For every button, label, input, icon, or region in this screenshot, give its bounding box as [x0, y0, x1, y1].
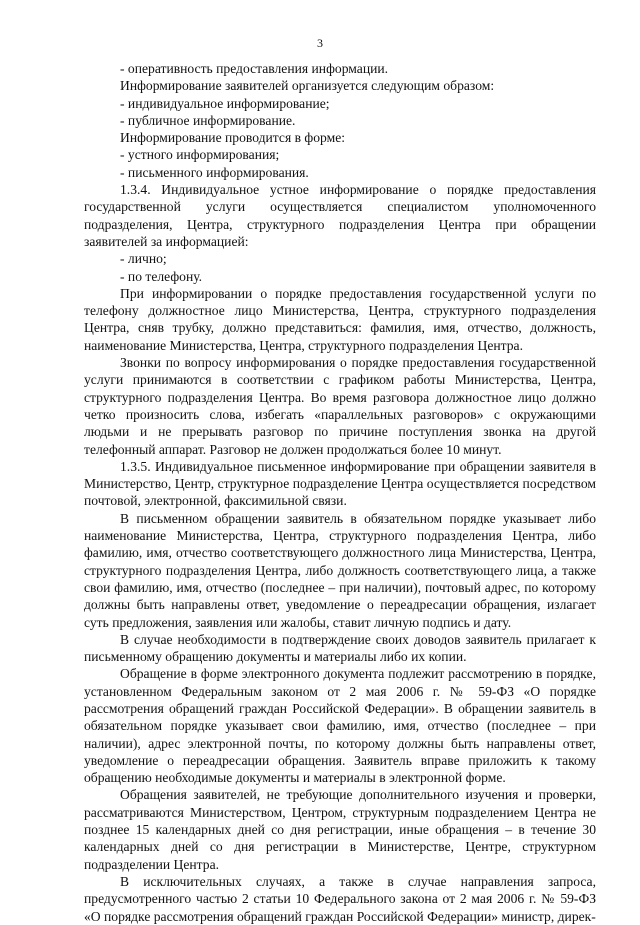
- paragraph: При информировании о порядке предоставления государственной услуги по телефону должностное лицо Министерства, Центра, структурного подразделения Центра, сняв трубку, должно представиться: фамилия, имя, отчество, должность, наименование Министерства, Центра, структурного подразделения Центра.: [84, 285, 596, 353]
- paragraph: В письменном обращении заявитель в обязательном порядке указывает либо наименование Министерства, Центра, структурного подразделения Центра, либо фамилию, имя, отчество соответствующего должностного лица Министерства, Центра, структурного подразделения Центра, либо должность соответствующего лица, а также свои фамилию, имя, отчество (последнее – при наличии), почтовый адрес, по которому должны быть направлены ответ, уведомление о переадресации обращения, излагает суть предложения, заявления или жалобы, ставит личную подпись и дату.: [84, 510, 596, 630]
- paragraph: Звонки по вопросу информирования о порядке предоставления государственной услуги принимаются в соответствии с графиком работы Министерства, Центра, структурного подразделения Центра. Во время разговора должностное лицо должно четко произносить слова, избегать «параллельных разговоров» с окружающими людьми и не прерывать разговор по причине поступления звонка на другой телефонный аппарат. Разговор не должен продолжаться более 10 минут.: [84, 355, 596, 457]
- page-number: 3: [317, 36, 323, 50]
- paragraph-1-3-5: 1.3.5. Индивидуальное письменное информирование при обращении заявителя в Министерство, Центр, структурное подразделение Центра осуществляется посредством почтовой, электронной, факсимильной связи.: [84, 458, 596, 509]
- paragraph: В исключительных случаях, а также в случае направления запроса, предусмотренного частью 2 статьи 10 Федерального закона от 2 мая 2006 г. № 59-ФЗ «О порядке рассмотрения обращений граждан Российской Федерации» министр, дирек-: [84, 873, 596, 924]
- list-item: - оперативность предоставления информации.: [120, 61, 389, 76]
- list-item: - публичное информирование.: [120, 112, 296, 128]
- list-item: - индивидуальное информирование;: [120, 95, 330, 111]
- paragraph: Обращения заявителей, не требующие дополнительного изучения и проверки, рассматриваются Министерством, Центром, структурным подразделением Центра не позднее 15 календарных дней со дня регистрации, иные обращения – в течение 30 календарных дней со дня регистрации в Министерстве, Центре, структурном подразделении Центра.: [84, 787, 596, 872]
- document-body: [84, 60, 596, 925]
- list-item: - лично;: [120, 251, 167, 267]
- paragraph: Обращение в форме электронного документа подлежит рассмотрению в порядке, установленном Федеральным законом от 2 мая 2006 г. № 59-ФЗ «О порядке рассмотрения обращений граждан Российской Федерации». В обращении заявитель в обязательном порядке указывает свои фамилию, имя, отчество (последнее – при наличии), адрес электронной почты, по которому должны быть направлены ответ, уведомление о переадресации обращения. Заявитель вправе приложить к такому обращению необходимые документы и материалы в электронной форме.: [84, 666, 596, 786]
- paragraph: В случае необходимости в подтверждение своих доводов заявитель прилагает к письменному обращению документы и материалы либо их копии.: [84, 631, 596, 665]
- paragraph: Информирование проводится в форме:: [120, 130, 346, 146]
- list-item: - письменного информирования.: [120, 164, 309, 180]
- list-item: - по телефону.: [120, 268, 203, 284]
- list-item: - устного информирования;: [120, 147, 280, 163]
- paragraph: Информирование заявителей организуется следующим образом:: [120, 78, 495, 94]
- paragraph-1-3-4: 1.3.4. Индивидуальное устное информирование о порядке предоставления государственной услуги осуществляется специалистом уполномоченного подразделения, Центра, структурного подразделения Центра при обращении заявителей за информацией:: [84, 182, 596, 249]
